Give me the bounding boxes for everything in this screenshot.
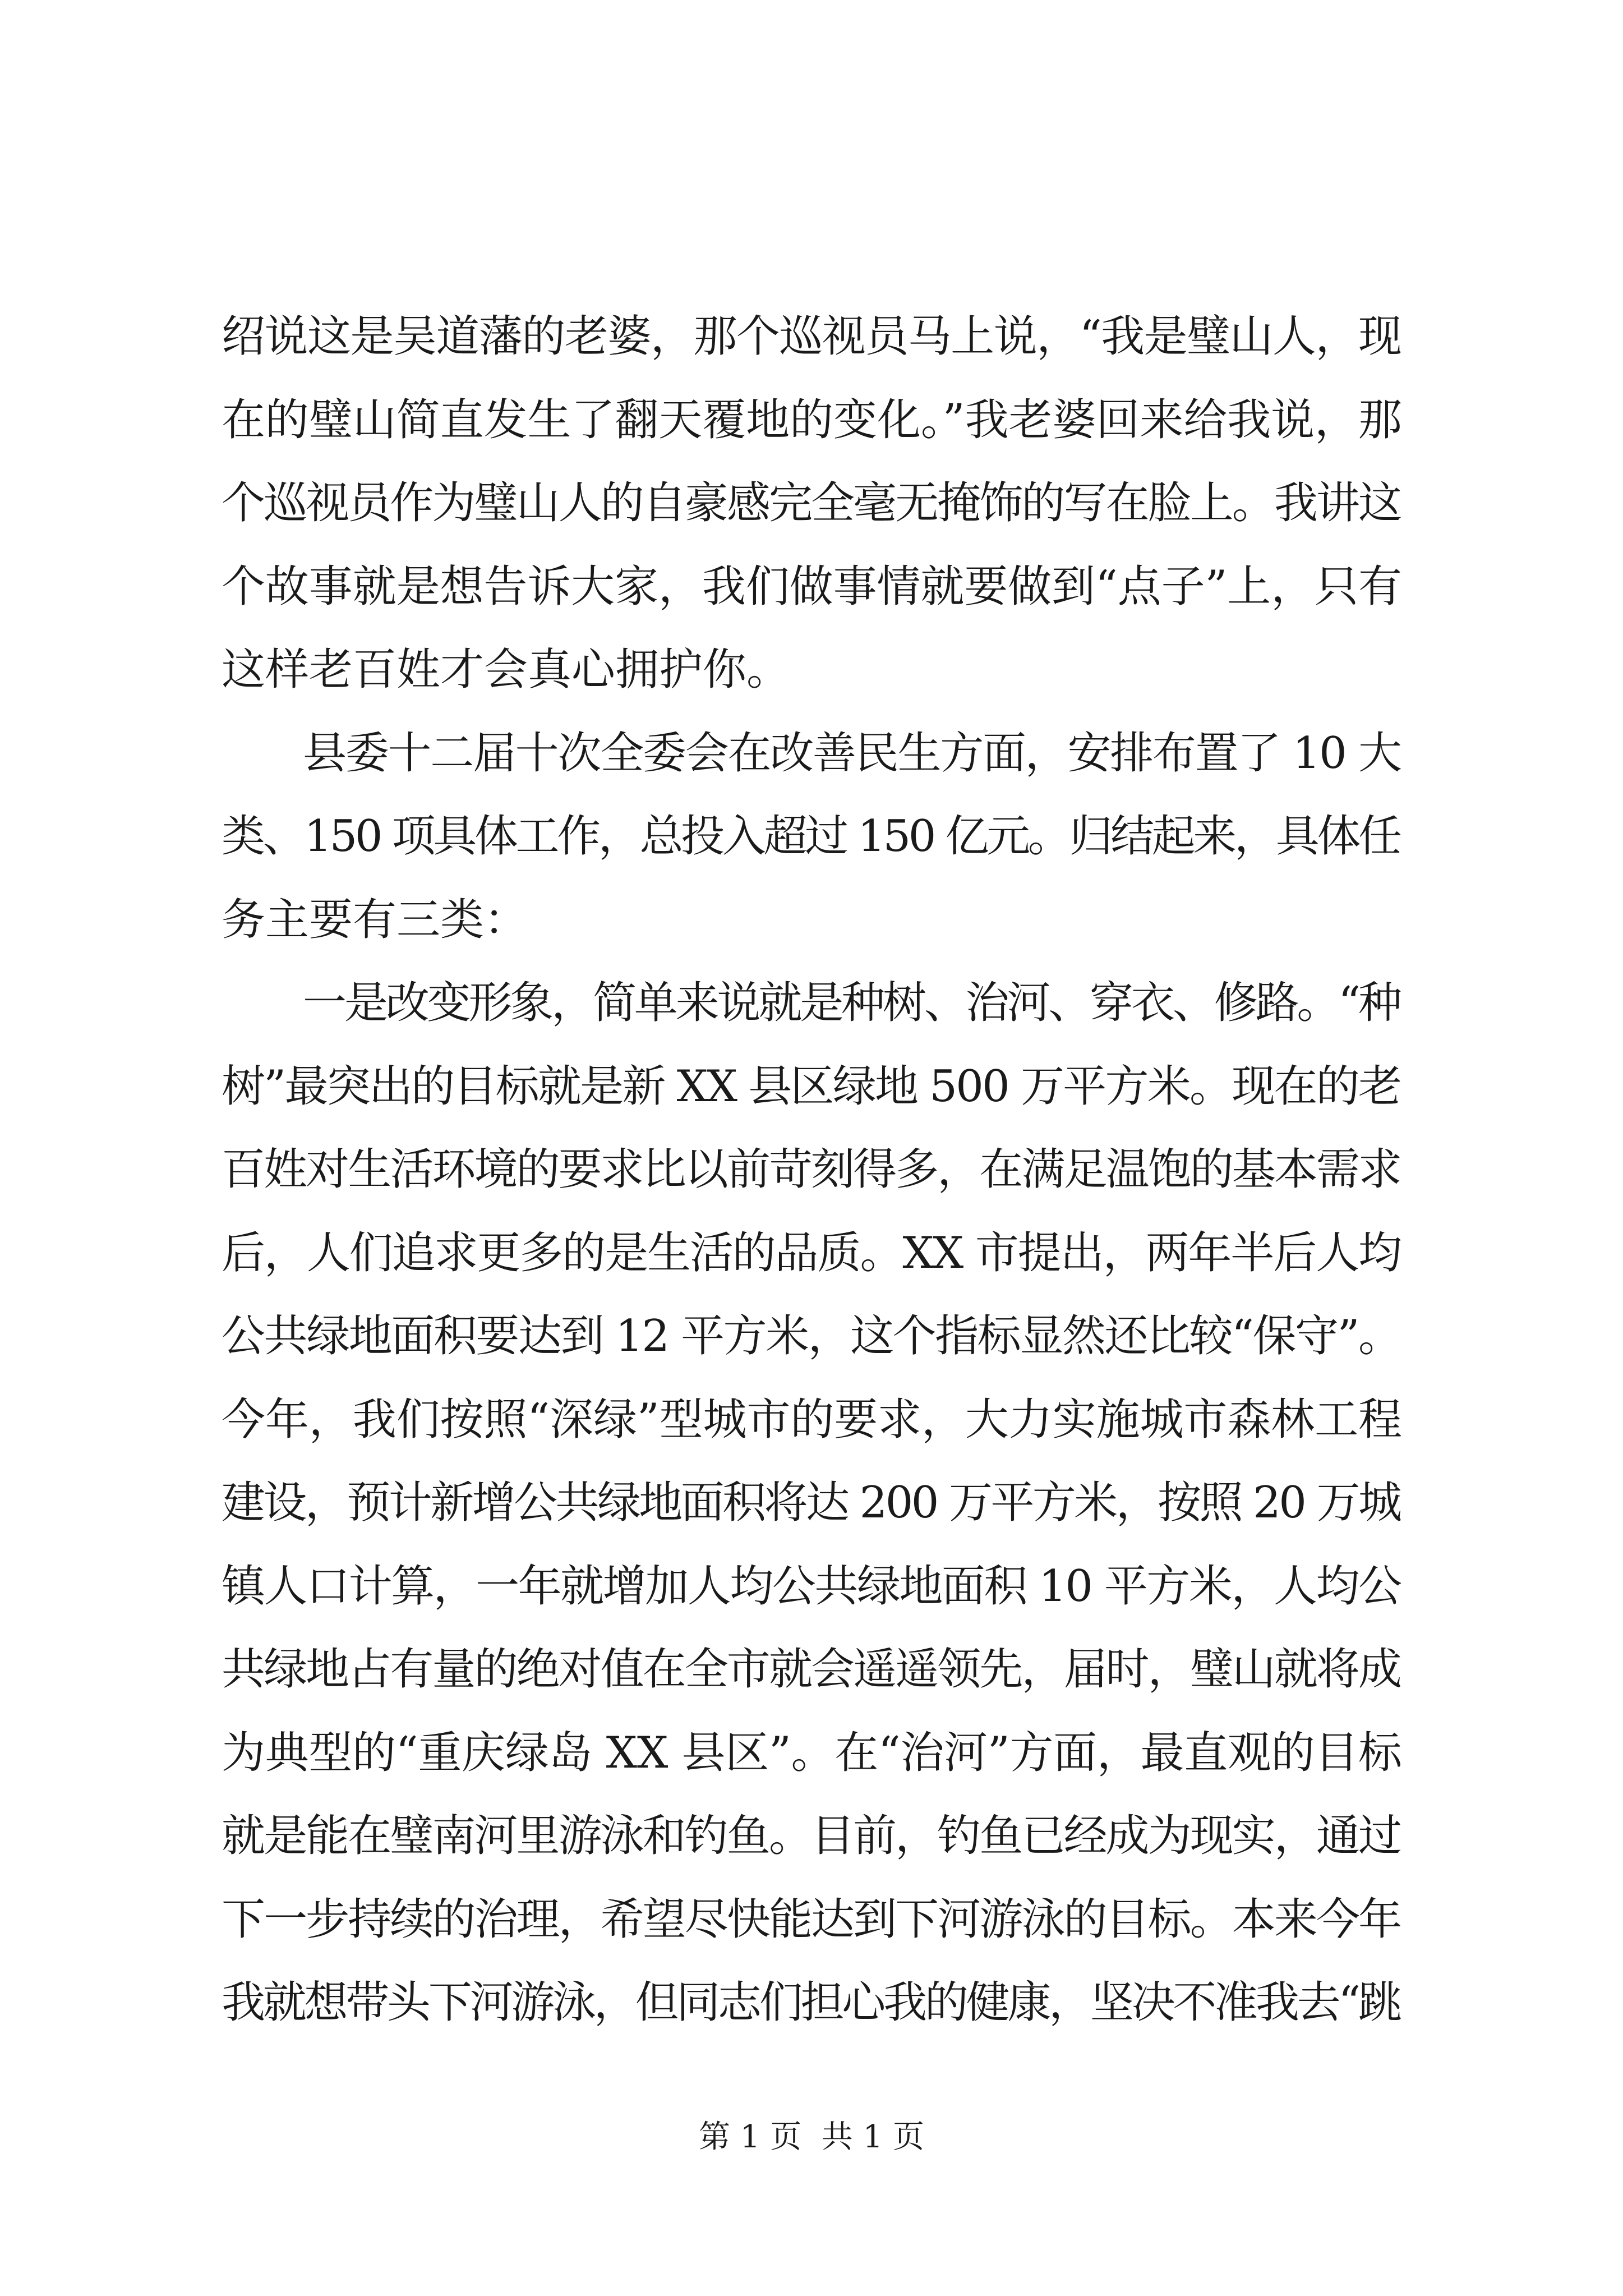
text-line: 在的璧山简直发生了翻天覆地的变化。”我老婆回来给我说，那 [222,394,1402,445]
text-line: 个巡视员作为璧山人的自豪感完全毫无掩饰的写在脸上。我讲这 [222,478,1401,528]
text-line: 建设，预计新增公共绿地面积将达 200 万平方米，按照 20 万城 [222,1478,1400,1528]
text-line: 为典型的“重庆绿岛 XX 县区”。在“治河”方面，最直观的目标 [222,1727,1402,1778]
text-line: 百姓对生活环境的要求比以前苛刻得多，在满足温饱的基本需求 [222,1144,1401,1195]
text-line: 公共绿地面积要达到 12 平方米，这个指标显然还比较“保守”。 [222,1311,1401,1361]
text-line: 一是改变形象，简单来说就是种树、治河、穿衣、修路。“种 [303,978,1400,1028]
text-line: 共绿地占有量的绝对值在全市就会遥遥领先，届时，璧山就将成 [222,1644,1401,1695]
text-line: 务主要有三类： [222,894,528,945]
text-line: 树”最突出的目标就是新 XX 县区绿地 500 万平方米。现在的老 [222,1061,1401,1112]
page-footer: 第 1 页 共 1 页 [698,2119,925,2155]
text-line: 县委十二届十次全委会在改善民生方面，安排布置了 10 大 [303,728,1401,779]
text-line: 就是能在璧南河里游泳和钓鱼。目前，钓鱼已经成为现实，通过 [222,1811,1401,1861]
text-line: 镇人口计算，一年就增加人均公共绿地面积 10 平方米，人均公 [222,1561,1401,1612]
text-line: 类、150 项具体工作，总投入超过 150 亿元。归结起来，具体任 [222,811,1400,862]
text-line: 绍说这是吴道藩的老婆，那个巡视员马上说，“我是璧山人，现 [222,311,1401,362]
text-line: 今年，我们按照“深绿”型城市的要求，大力实施城市森林工程 [222,1394,1402,1445]
text-line: 这样老百姓才会真心拥护你。 [222,645,791,695]
text-line: 后，人们追求更多的是生活的品质。XX 市提出，两年半后人均 [222,1227,1401,1278]
text-line: 我就想带头下河游泳，但同志们担心我的健康，坚决不准我去“跳 [222,1977,1400,2028]
text-line: 个故事就是想告诉大家，我们做事情就要做到“点子”上，只有 [222,561,1402,612]
text-line: 下一步持续的治理，希望尽快能达到下河游泳的目标。本来今年 [222,1894,1401,1945]
